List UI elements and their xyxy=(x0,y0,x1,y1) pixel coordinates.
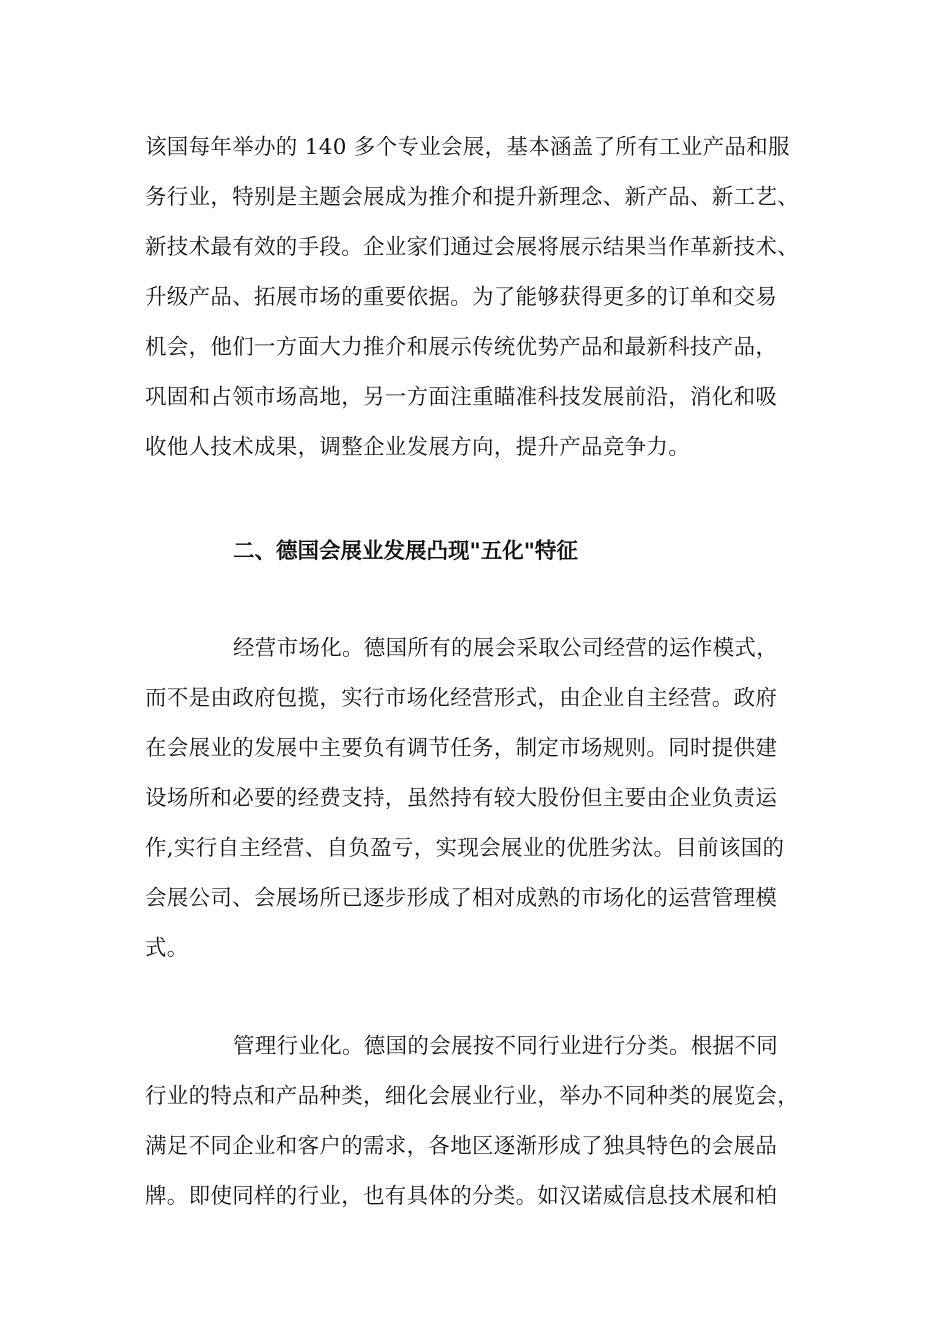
paragraph-market-operation xyxy=(145,624,810,974)
paragraph-line: 式。 xyxy=(145,936,189,961)
paragraph-line: 会展公司、会展场所已逐步形成了相对成熟的市场化的运营管理模 xyxy=(145,886,778,911)
paragraph-line: 升级产品、拓展市场的重要依据。为了能够获得更多的订单和交易 xyxy=(145,285,778,310)
paragraph-line: 而不是由政府包揽，实行市场化经营形式，由企业自主经营。政府 xyxy=(145,686,778,711)
paragraph-line: 作,实行自主经营、自负盈亏，实现会展业的优胜劣汰。目前该国的 xyxy=(145,836,785,861)
paragraph-industry-management xyxy=(145,1022,810,1222)
paragraph-line: 牌。即使同样的行业，也有具体的分类。如汉诺威信息技术展和柏 xyxy=(145,1184,778,1209)
paragraph-line: 新技术最有效的手段。企业家们通过会展将展示结果当作革新技术、 xyxy=(145,235,800,260)
paragraph-line: 该国每年举办的 140 多个专业会展，基本涵盖了所有工业产品和服 xyxy=(145,135,790,160)
paragraph-line: 机会，他们一方面大力推介和展示传统优势产品和最新科技产品， xyxy=(145,335,778,360)
paragraph-line: 管理行业化。德国的会展按不同行业进行分类。根据不同 xyxy=(233,1034,779,1059)
paragraph-line: 经营市场化。德国所有的展会采取公司经营的运作模式， xyxy=(233,636,779,661)
paragraph-trade-fair-coverage xyxy=(145,123,810,473)
paragraph-line: 设场所和必要的经费支持，虽然持有较大股份但主要由企业负责运 xyxy=(145,786,778,811)
paragraph-line: 务行业，特别是主题会展成为推介和提升新理念、新产品、新工艺、 xyxy=(145,185,800,210)
paragraph-line: 在会展业的发展中主要负有调节任务，制定市场规则。同时提供建 xyxy=(145,736,778,761)
paragraph-line: 收他人技术成果，调整企业发展方向，提升产品竞争力。 xyxy=(145,435,691,460)
paragraph-line: 满足不同企业和客户的需求，各地区逐渐形成了独具特色的会展品 xyxy=(145,1134,778,1159)
paragraph-line: 行业的特点和产品种类，细化会展业行业，举办不同种类的展览会， xyxy=(145,1084,800,1109)
paragraph-line: 巩固和占领市场高地，另一方面注重瞄准科技发展前沿，消化和吸 xyxy=(145,385,778,410)
section-heading: 二、德国会展业发展凸现"五化"特征 xyxy=(233,539,578,564)
